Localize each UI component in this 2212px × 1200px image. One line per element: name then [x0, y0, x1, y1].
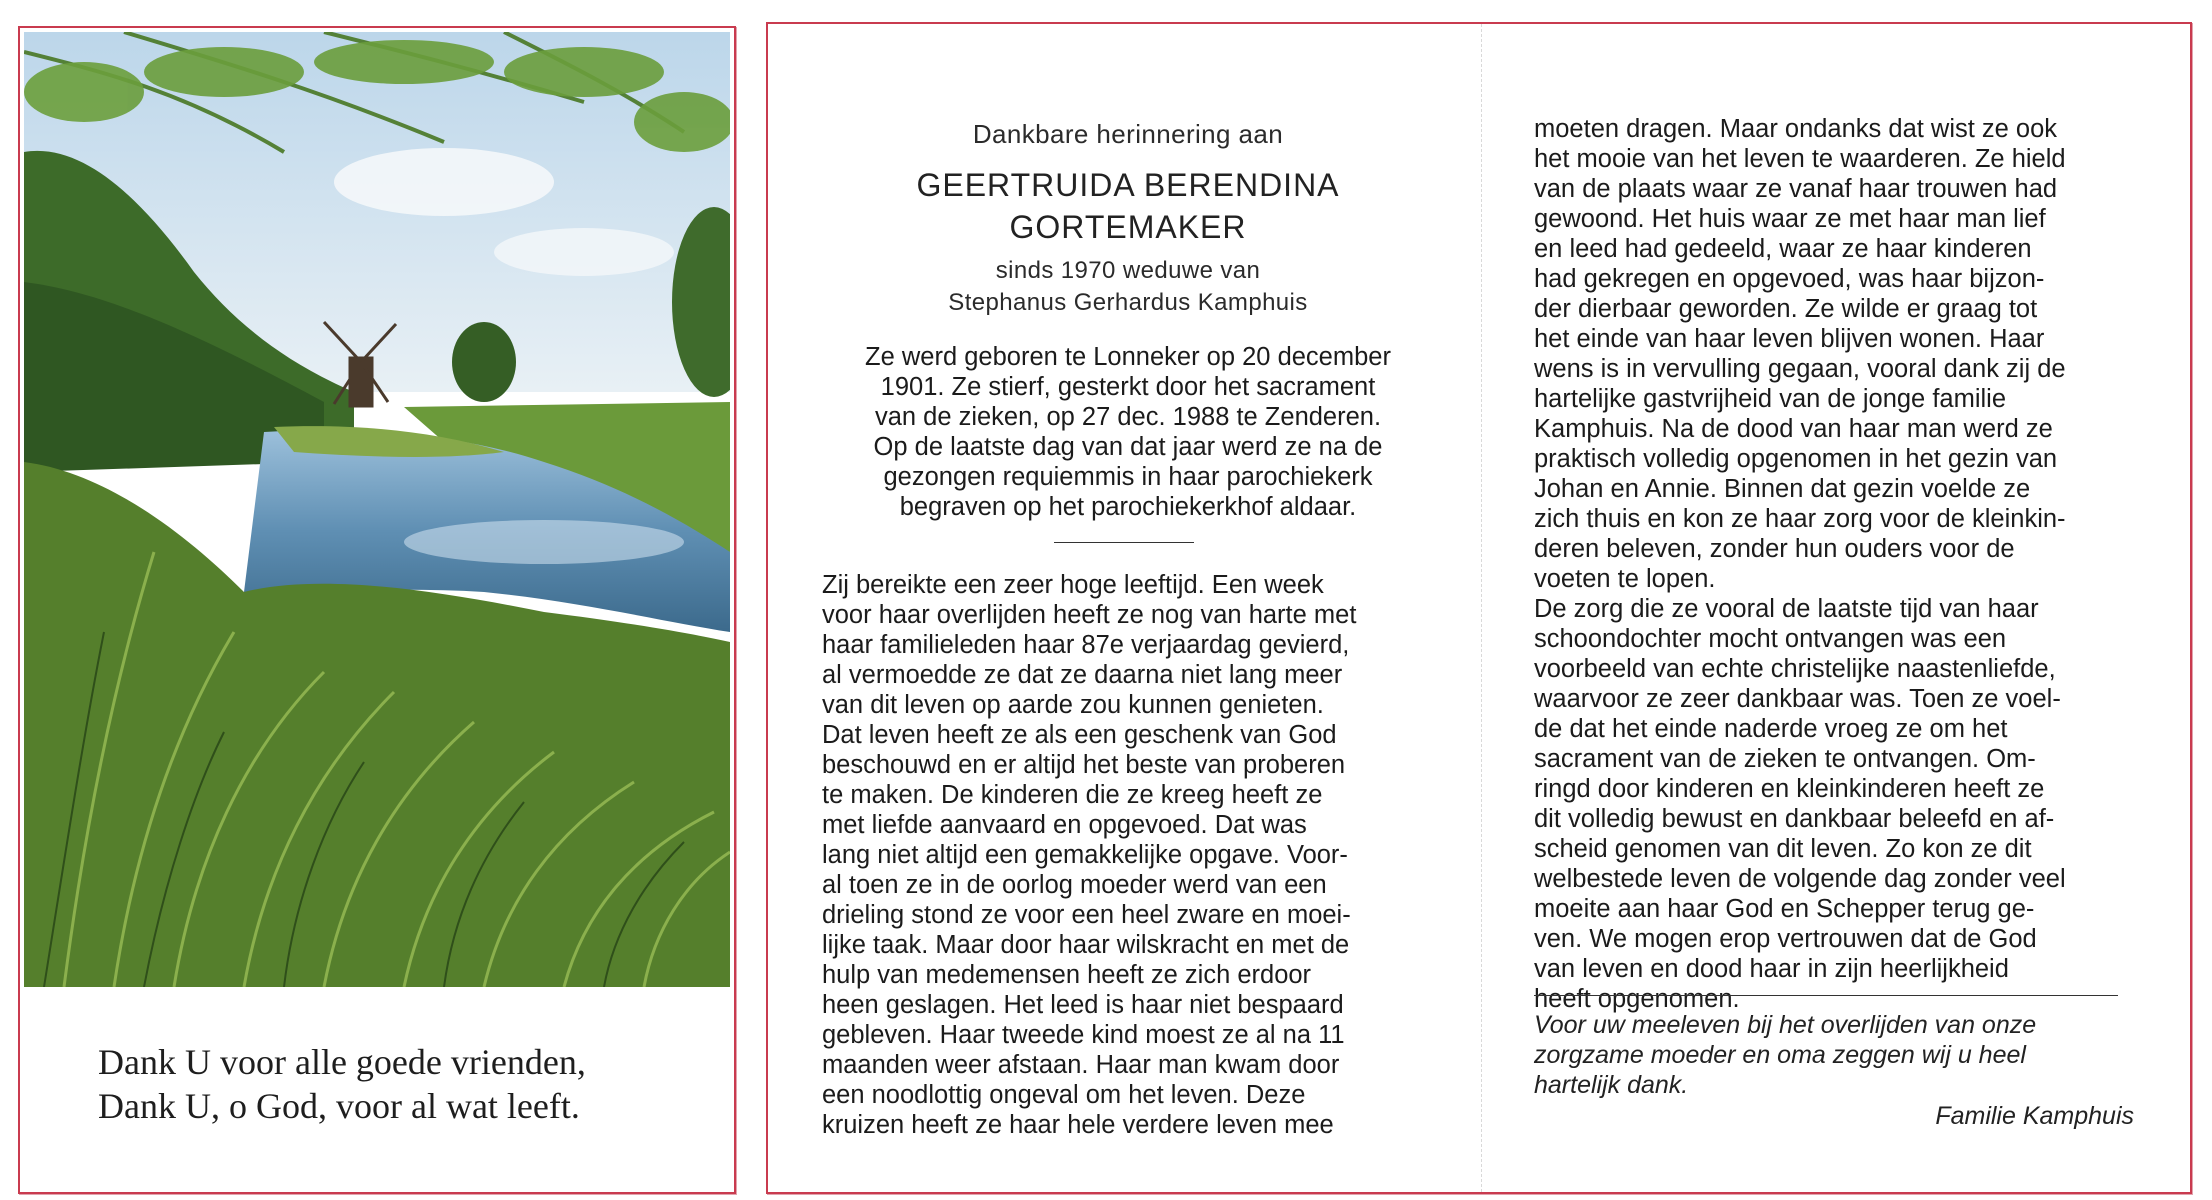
text-line: praktisch volledig opgenomen in het gezin van — [1534, 445, 2058, 473]
text-line: De zorg die ze vooral de laatste tijd van haar — [1534, 595, 2039, 623]
text-line: scheid genomen van dit leven. Zo kon ze dit — [1534, 835, 2032, 863]
text-line: van dit leven op aarde zou kunnen genieten. — [822, 691, 1324, 719]
birth-death-paragraph — [822, 342, 1434, 522]
text-line: welbestede leven de volgende dag zonder veel — [1534, 865, 2066, 893]
family-signature: Familie Kamphuis — [1935, 1102, 2134, 1130]
verse — [98, 1040, 718, 1128]
fold-line — [1481, 24, 1482, 1192]
thank-you-note — [1534, 1010, 2036, 1100]
text-line: Zij bereikte een zeer hoge leeftijd. Een week — [822, 571, 1324, 599]
text-line: hartelijk dank. — [1534, 1071, 1689, 1099]
landscape-illustration — [24, 32, 730, 987]
text-line: heen geslagen. Het leed is haar niet bespaard — [822, 991, 1344, 1019]
text-line: Johan en Annie. Binnen dat gezin voelde ze — [1534, 475, 2031, 503]
right-card — [766, 22, 2192, 1194]
tree-right — [452, 322, 516, 402]
landscape-photo — [24, 32, 730, 987]
text-line: met liefde aanvaard en opgevoed. Dat was — [822, 811, 1307, 839]
text-line: begraven op het parochiekerkhof aldaar. — [899, 493, 1357, 521]
text-line: moeite aan haar God en Schepper terug ge- — [1534, 895, 2035, 923]
name-line: GEERTRUIDA BERENDINA — [916, 167, 1340, 203]
text-line: waarvoor ze zeer dankbaar was. Toen ze voel- — [1534, 685, 2061, 713]
text-line: gewoond. Het huis waar ze met haar man lief — [1534, 205, 2046, 233]
text-line: Voor uw meeleven bij het overlijden van onze — [1534, 1011, 2037, 1039]
text-line: dit volledig bewust en dankbaar beleefd en af- — [1534, 805, 2055, 833]
text-line: 1901. Ze stierf, gesterkt door het sacrament — [880, 373, 1376, 401]
text-line: van de plaats waar ze vanaf haar trouwen had — [1534, 175, 2058, 203]
text-line: lang niet altijd een gemakkelijke opgave. Voor- — [822, 841, 1348, 869]
text-line: van leven en dood haar in zijn heerlijkheid — [1534, 955, 2009, 983]
widow-line: sinds 1970 weduwe van — [995, 257, 1261, 284]
text-line: ringd door kinderen en kleinkinderen heeft ze — [1534, 775, 2045, 803]
deceased-name — [788, 164, 1468, 248]
text-line: gebleven. Haar tweede kind moest ze al na 11 — [822, 1021, 1345, 1049]
text-line: de dat het einde naderde vroeg ze om het — [1534, 715, 2008, 743]
widow-line: Stephanus Gerhardus Kamphuis — [948, 289, 1308, 316]
text-line: heeft opgenomen. — [1534, 985, 1740, 1013]
text-line: maanden weer afstaan. Haar man kwam door — [822, 1051, 1340, 1079]
text-line: beschouwd en er altijd het beste van proberen — [822, 751, 1346, 779]
intro-line: Dankbare herinnering aan — [972, 119, 1284, 149]
text-line: zich thuis en kon ze haar zorg voor de kleinkin- — [1534, 505, 2066, 533]
verse-line: Dank U voor alle goede vrienden, — [98, 1042, 586, 1082]
name-line: GORTEMAKER — [1009, 209, 1247, 245]
verse-line: Dank U, o God, voor al wat leeft. — [98, 1086, 580, 1126]
text-line: van de zieken, op 27 dec. 1988 te Zenderen. — [874, 403, 1382, 431]
life-paragraph — [822, 570, 1356, 1140]
text-line: had gekregen en opgevoed, was haar bijzon- — [1534, 265, 2045, 293]
water-reflection — [404, 520, 684, 564]
text-line: en leed had gedeeld, waar ze haar kinderen — [1534, 235, 2032, 263]
text-line: Kamphuis. Na de dood van haar man werd ze — [1534, 415, 2053, 443]
text-line: Ze werd geboren te Lonneker op 20 december — [865, 343, 1391, 371]
text-line: hulp van medemensen heeft ze zich erdoor — [822, 961, 1312, 989]
text-line: sacrament van de zieken te ontvangen. Om- — [1534, 745, 2036, 773]
text-line: haar familieleden haar 87e verjaardag gevierd, — [822, 631, 1350, 659]
cloud — [334, 148, 554, 216]
text-line: zorgzame moeder en oma zeggen wij u heel — [1534, 1041, 2026, 1069]
text-line: deren beleven, zonder hun ouders voor de — [1534, 535, 2015, 563]
text-line: hartelijke gastvrijheid van de jonge familie — [1534, 385, 2007, 413]
text-line: een noodlottig ongeval om het leven. Deze — [822, 1081, 1306, 1109]
text-line: het einde van haar leven blijven wonen. Haar — [1534, 325, 2045, 353]
text-line: Dat leven heeft ze als een geschenk van God — [822, 721, 1337, 749]
text-line: al toen ze in de oorlog moeder werd van een — [822, 871, 1327, 899]
text-line: drieling stond ze voor een heel zware en moei- — [822, 901, 1351, 929]
text-line: ven. We mogen erop vertrouwen dat de God — [1534, 925, 2037, 953]
life-paragraph-continued — [1534, 114, 2066, 1014]
text-line: gezongen requiemmis in haar parochiekerk — [883, 463, 1373, 491]
text-line: der dierbaar geworden. Ze wilde er graag tot — [1534, 295, 2038, 323]
text-line: te maken. De kinderen die ze kreeg heeft ze — [822, 781, 1323, 809]
cloud — [494, 228, 674, 276]
text-line: het mooie van het leven te waarderen. Ze hield — [1534, 145, 2066, 173]
text-line: voor haar overlijden heeft ze nog van harte met — [822, 601, 1357, 629]
text-line: voorbeeld van echte christelijke naastenliefde, — [1534, 655, 2056, 683]
separator-rule — [1054, 542, 1194, 543]
text-line: Op de laatste dag van dat jaar werd ze na de — [873, 433, 1383, 461]
text-line: schoondochter mocht ontvangen was een — [1534, 625, 2007, 653]
text-line: kruizen heeft ze haar hele verdere leven mee — [822, 1111, 1334, 1139]
text-line: voeten te lopen. — [1534, 565, 1716, 593]
separator-rule — [1534, 995, 2118, 996]
text-line: al vermoedde ze dat ze daarna niet lang meer — [822, 661, 1343, 689]
text-line: lijke taak. Maar door haar wilskracht en met de — [822, 931, 1350, 959]
text-line: moeten dragen. Maar ondanks dat wist ze ook — [1534, 115, 2058, 143]
left-card — [18, 26, 736, 1194]
widow-info — [788, 255, 1468, 319]
text-line: wens is in vervulling gegaan, vooral dank zij de — [1534, 355, 2066, 383]
